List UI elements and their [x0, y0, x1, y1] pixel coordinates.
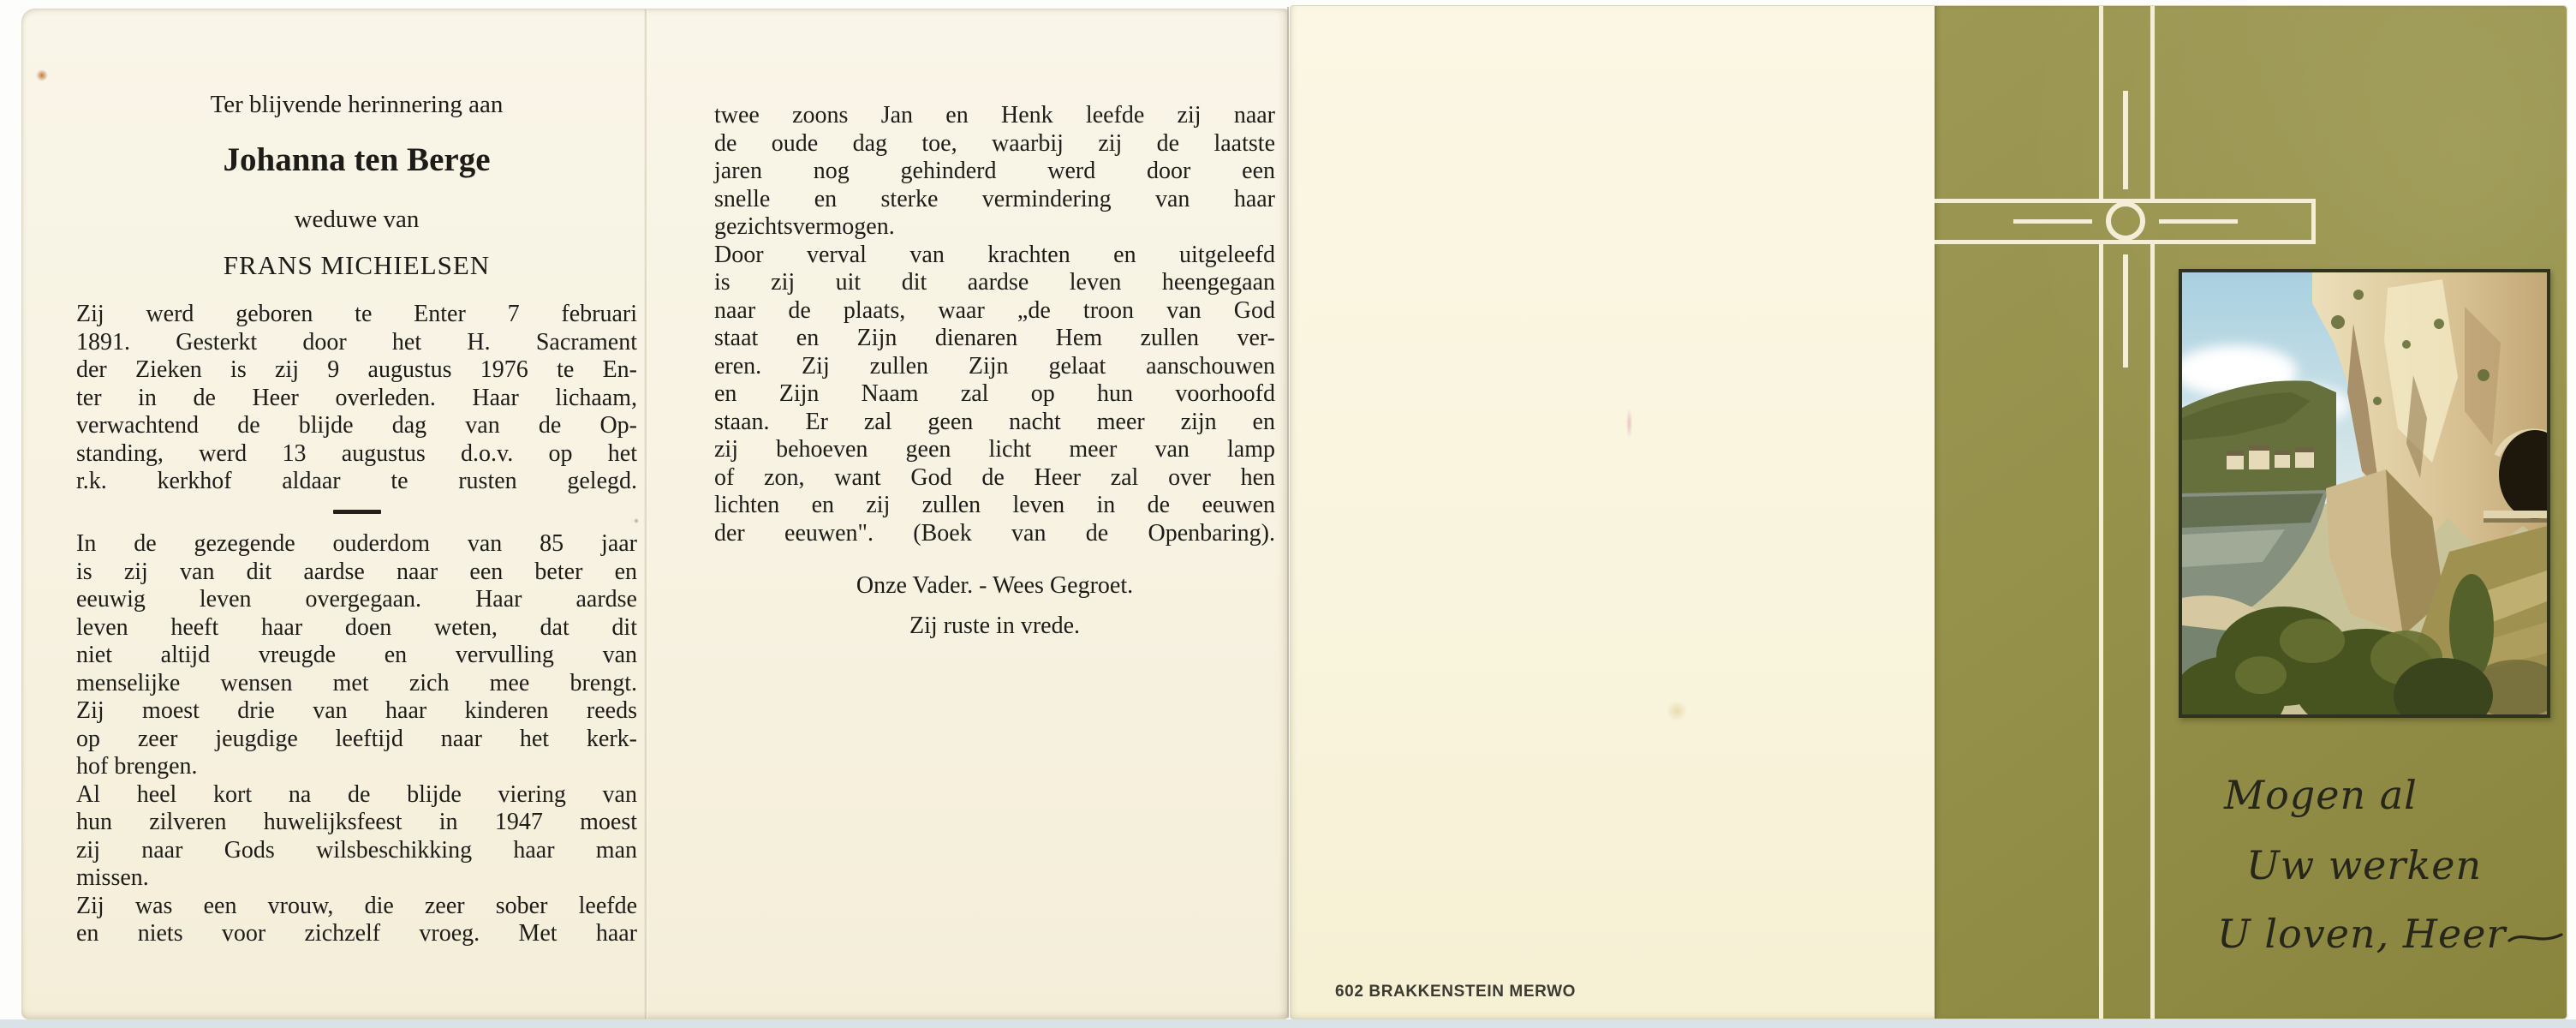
text-line: verwachtend de blijde dag van de Op-: [76, 412, 637, 439]
landscape-photo: [2179, 269, 2550, 718]
verse-line-3-text: U loven, Heer: [2217, 911, 2507, 957]
cover-panel: [1935, 6, 2567, 1019]
cross-center-dash-bottom: [2123, 254, 2128, 368]
text-line: r.k. kerkhof aldaar te rusten gelegd.: [76, 468, 637, 494]
biography-paragraph-1: [76, 301, 637, 496]
age-mark: [1626, 409, 1632, 438]
verse-line-1: Mogen al: [2224, 772, 2418, 818]
biography-paragraph-2: [76, 530, 637, 948]
text-line: menselijke wensen met zich mee brengt.: [76, 669, 637, 696]
text-line: standing, werd 13 augustus d.o.v. op het: [76, 439, 637, 467]
text-line: Al heel kort na de blijde viering van: [76, 780, 637, 808]
cross-center-dash-left: [2013, 219, 2092, 224]
text-line: snelle en sterke vermindering van haar: [714, 185, 1275, 212]
text-line: eren. Zij zullen Zijn gelaat aanschouwen: [714, 352, 1275, 380]
text-line: zij naar Gods wilsbeschikking haar man: [76, 836, 637, 864]
text-line: Zij werd geboren te Enter 7 februari: [76, 301, 637, 327]
text-line: Door verval van krachten en uitgeleefd: [714, 241, 1275, 268]
rest-in-peace-line: Zij ruste in vrede.: [909, 613, 1081, 639]
text-line: Zij was een vrouw, die zeer sober leefde: [76, 892, 637, 919]
text-line: hun zilveren huwelijksfeest in 1947 moest: [76, 809, 637, 835]
text-line: staat en Zijn dienaren Hem zullen ver-: [714, 325, 1275, 351]
text-line: hof brengen.: [76, 753, 198, 780]
text-line: ter in de Heer overleden. Haar lichaam,: [76, 384, 637, 411]
text-line: is zij van dit aardse naar een beter en: [76, 558, 637, 585]
text-line: twee zoons Jan en Henk leefde zij naar: [714, 102, 1275, 128]
text-line: leven heeft haar doen weten, dat dit: [76, 613, 637, 641]
text-line: gezichtsvermogen.: [714, 213, 895, 240]
text-line: of zon, want God de Heer zal over hen: [714, 463, 1275, 491]
age-spot: [1666, 702, 1688, 720]
verse-line-2: Uw werken: [2246, 842, 2483, 888]
cross-center-dash-right: [2159, 219, 2238, 224]
text-line: en niets voor zichzelf vroeg. Met haar: [76, 920, 637, 947]
text-line: eeuwig leven overgegaan. Haar aardse: [76, 586, 637, 613]
text-line: niet altijd vreugde en vervulling van: [76, 642, 637, 668]
card-inner-spread: [21, 9, 1289, 1019]
page-gap-line: [1287, 7, 1289, 1018]
scanner-edge: [0, 1019, 2576, 1028]
printer-imprint: 602 BRAKKENSTEIN MERWO: [1335, 983, 1576, 1001]
biography-paragraph-3: [714, 102, 1275, 547]
text-line: en Zijn Naam zal op hun voorhoofd: [714, 380, 1275, 407]
spouse-name: FRANS MICHIELSEN: [223, 250, 491, 280]
relation-line: weduwe van: [294, 206, 420, 233]
verse-line-3: [2217, 911, 2564, 957]
cross-ring: [2106, 201, 2145, 241]
text-line: lichten en zij zullen leven in de eeuwen: [714, 492, 1275, 518]
text-line: 1891. Gesterkt door het H. Sacrament: [76, 328, 637, 356]
swash-flourish: [2507, 929, 2564, 947]
deceased-name: Johanna ten Berge: [223, 141, 491, 178]
text-line: der eeuwen". (Boek van de Openbaring).: [714, 519, 1275, 547]
text-line: Zij moest drie van haar kinderen reeds: [76, 697, 637, 724]
text-line: naar de plaats, waar „de troon van God: [714, 296, 1275, 324]
text-line: de oude dag toe, waarbij zij de laatste: [714, 129, 1275, 157]
text-line: op zeer jeugdige leeftijd naar het kerk-: [76, 725, 637, 752]
text-line: staan. Er zal geen nacht meer zijn en: [714, 408, 1275, 435]
cross-vertical-line: [2150, 6, 2155, 199]
cross-arm-endcap: [2311, 199, 2316, 244]
card-outer-spread: [1290, 5, 2567, 1019]
text-line: der Zieken is zij 9 augustus 1976 te En-: [76, 356, 637, 383]
text-line: In de gezegende ouderdom van 85 jaar: [76, 530, 637, 557]
age-spot: [634, 518, 639, 523]
text-line: zij behoeven geen licht meer van lamp: [714, 436, 1275, 463]
prayer-line: Onze Vader. - Wees Gegroet.: [856, 572, 1134, 599]
intro-line: Ter blijvende herinnering aan: [210, 91, 504, 118]
fold-crease: [644, 9, 648, 1019]
landscape-photo-art: [2182, 272, 2547, 714]
section-divider: [76, 510, 637, 514]
cross-center-dash-top: [2123, 91, 2128, 189]
cross-vertical-line: [2099, 244, 2103, 1019]
cross-vertical-line: [2150, 244, 2155, 1019]
cross-vertical-line: [2099, 6, 2103, 199]
text-line: jaren nog gehinderd werd door een: [714, 158, 1275, 184]
text-line: is zij uit dit aardse leven heengegaan: [714, 269, 1275, 296]
age-spot: [36, 69, 48, 81]
divider-rule: [333, 510, 381, 514]
text-line: missen.: [76, 864, 149, 891]
